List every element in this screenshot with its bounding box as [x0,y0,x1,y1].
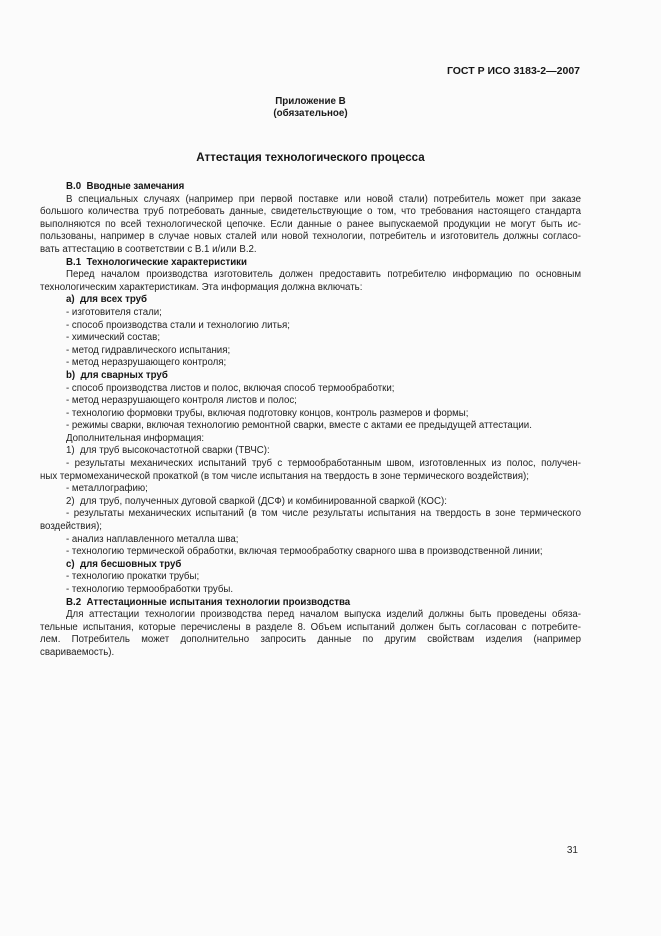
text-line: - технологию термообработки трубы. [66,584,234,595]
heading-block [40,257,581,270]
page-title: Аттестация технологического процесса [196,151,425,164]
text-block [40,433,581,446]
text-line: большого количества труб потребовать данные, свидетельствующие о том, что требования настоящего стандарта [40,206,581,218]
text-line: Перед началом производства изготовитель должен предоставить потребителю информацию по основным [66,269,581,281]
document-number: ГОСТ Р ИСО 3183-2—2007 [446,65,580,77]
text-block [40,609,581,659]
text-block [40,307,581,320]
text-line: Дополнительная информация: [66,432,205,444]
text-line: пользованы, например в случае новых сталей или новой технологии, потребитель и изготовитель должны согласо- [40,231,581,243]
text-line: - способ производства стали и технологию литья; [66,319,290,331]
text-block [40,584,581,597]
text-block [40,345,581,358]
text-block [40,357,581,370]
text-line: - способ производства листов и полос, включая способ термообработки; [66,382,395,394]
text-block [40,483,581,496]
text-line: - метод неразрушающего контроля; [66,357,227,369]
annex-header [40,96,581,120]
text-line: 2) для труб, полученных дуговой сваркой (ДСФ) и комбинированной сваркой (КОС): [66,495,447,507]
text-line: - результаты механических испытаний (в том числе результаты испытания на твердость в зоне термического [66,508,581,520]
text-line: выполняются по всей технологической цепочке. Если данные о ранее выпускаемой продукции не могут быть ис- [40,218,581,230]
text-line: - технологию формовки трубы, включая подготовку концов, контроль размеров и формы; [66,407,469,419]
text-line: Для аттестации технологии производства перед началом выпуска изделий должны быть проведены обяза- [66,609,581,621]
text-line: - металлографию; [66,483,148,495]
page-number: 31 [566,845,578,856]
heading-block [40,294,581,307]
text-block [40,194,581,257]
text-line: В.2 Аттестационные испытания технологии производства [66,596,351,608]
annex-note: (обязательное) [273,108,348,120]
text-block [40,571,581,584]
text-line: - метод неразрушающего контроля листов и полос; [66,395,297,407]
text-line: - технологию прокатки трубы; [66,571,200,583]
text-line: - режимы сварки, включая технологию ремонтной сварки, вместе с актами ее предыдущей аттестации. [66,420,532,432]
text-line: b) для сварных труб [66,369,168,381]
text-line: лем. Потребитель может дополнительно запросить данные по другим свойствам изделия (например [40,634,581,646]
text-line: - метод гидравлического испытания; [66,344,231,356]
text-block [40,458,581,483]
text-block [40,408,581,421]
text-line: В.0 Вводные замечания [66,181,185,192]
text-line: a) для всех труб [66,294,147,306]
text-line: - изготовителя стали; [66,306,162,318]
heading-block [40,559,581,572]
text-line: свариваемость). [40,646,115,658]
text-line: технологическим характеристикам. Эта информация должна включать: [40,281,363,293]
text-line: 1) для труб высокочастотной сварки (ТВЧС): [66,445,270,457]
text-block [40,508,581,533]
text-line: В.1 Технологические характеристики [66,256,247,268]
annex-label: Приложение В [275,96,346,107]
text-block [40,496,581,509]
text-line: В специальных случаях (например при первой поставке или новой стали) потребитель может при заказе [66,193,581,205]
text-block [40,534,581,547]
text-block [40,320,581,333]
text-line: - результаты механических испытаний труб с термообработанным швом, изготовленных из полос, получен- [66,458,581,470]
heading-block [40,370,581,383]
text-block [40,332,581,345]
text-block [40,445,581,458]
heading-block [40,597,581,610]
text-line: - технологию термической обработки, включая термообработку сварного шва в производственной линии; [66,546,543,558]
text-line: ных термомеханической прокаткой (в том числе испытания на твердость в зоне термического воздействия); [40,470,529,482]
text-line: тельные испытания, которые перечислены в разделе 8. Объем испытаний должен быть согласован с потребите- [40,621,581,633]
text-line: - анализ наплавленного металла шва; [66,533,239,545]
text-block [40,269,581,294]
heading-block [40,181,581,194]
text-block [40,546,581,559]
text-block [40,383,581,396]
text-block [40,420,581,433]
text-line: вать аттестацию в соответствии с В.1 и/или В.2. [40,243,257,255]
text-line: воздействия); [40,521,102,533]
document-body [40,181,581,660]
text-line: - химический состав; [66,332,161,344]
text-line: c) для бесшовных труб [66,558,182,570]
text-block [40,395,581,408]
